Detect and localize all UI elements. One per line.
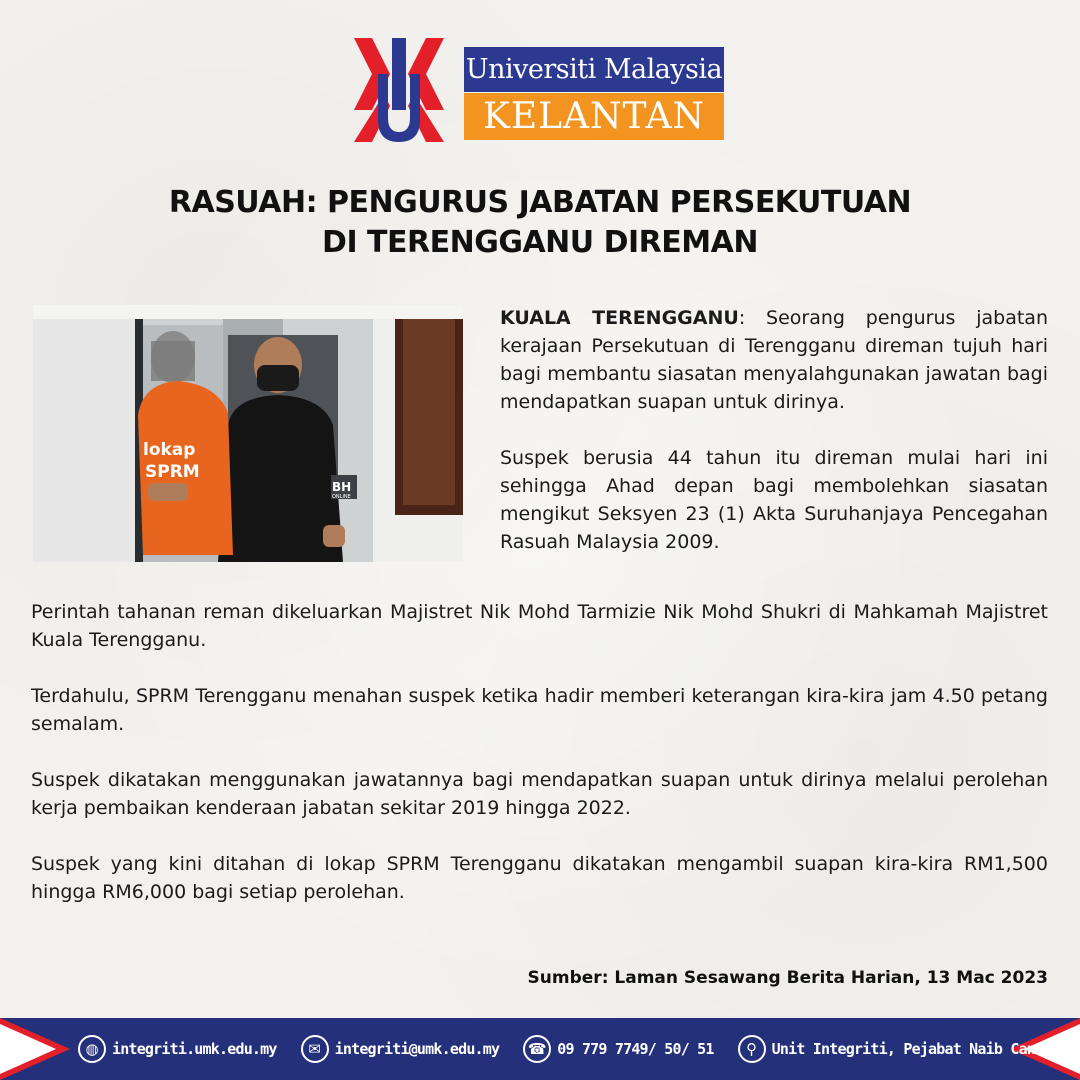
footer-item-email[interactable] xyxy=(301,1035,500,1063)
page-title xyxy=(0,183,1080,263)
footer-website-label: integriti.umk.edu.my xyxy=(112,1040,277,1058)
lead-text: : Seorang pengurus jabatan kerajaan Persekutuan di Terengganu direman tujuh hari bagi membantu siasatan menyalahgunakan jawatan bagi mendapatkan suapan untuk dirinya. xyxy=(500,307,1048,413)
dateline: KUALA TERENGGANU xyxy=(500,307,739,329)
article-paragraph-3: Perintah tahanan reman dikeluarkan Majistret Nik Mohd Tarmizie Nik Mohd Shukri di Mahkamah Majistret Kuala Terengganu. xyxy=(31,601,1048,651)
article-paragraph-1 xyxy=(500,304,1048,416)
photo-watermark: BH xyxy=(332,480,352,494)
logo-text-universiti: Universiti Malaysia xyxy=(464,47,724,92)
logo-text-kelantan: KELANTAN xyxy=(464,93,724,140)
article-paragraph-4: Terdahulu, SPRM Terengganu menahan suspek ketika hadir memberi keterangan kira-kira jam 4.50 petang semalam. xyxy=(31,685,1048,735)
footer-item-location[interactable] xyxy=(738,1035,1077,1063)
footer-email-label: integriti@umk.edu.my xyxy=(334,1040,500,1058)
phone-icon: ☎ xyxy=(523,1035,551,1063)
footer-location-label: Unit Integriti, Pejabat Naib Canselor xyxy=(771,1040,1077,1058)
news-photo-illustration xyxy=(33,305,463,562)
footer-contacts xyxy=(78,1018,1080,1080)
title-line-1: RASUAH: PENGURUS JABATAN PERSEKUTUAN xyxy=(168,185,912,220)
footer-bar xyxy=(0,1018,1080,1080)
footer-item-phone[interactable] xyxy=(523,1035,713,1063)
globe-icon: ◍ xyxy=(78,1035,106,1063)
photo-sign-line1: lokap xyxy=(143,440,196,460)
title-line-2: DI TERENGGANU DIREMAN xyxy=(322,225,758,260)
umk-logo-mark xyxy=(352,34,446,146)
location-icon: ⚲ xyxy=(738,1035,766,1063)
article-paragraph-6: Suspek yang kini ditahan di lokap SPRM Terengganu dikatakan mengambil suapan kira-kira RM1,500 hingga RM6,000 bagi setiap perolehan. xyxy=(31,853,1048,903)
article-paragraph-2: Suspek berusia 44 tahun itu direman mulai hari ini sehingga Ahad depan bagi membolehkan siasatan mengikut Seksyen 23 (1) Akta Suruhanjaya Pencegahan Rasuah Malaysia 2009. xyxy=(500,447,1048,553)
article-paragraph-5: Suspek dikatakan menggunakan jawatannya bagi mendapatkan suapan untuk dirinya melalui perolehan kerja pembaikan kenderaan jabatan sekitar 2019 hingga 2022. xyxy=(31,769,1048,819)
footer-phone-label: 09 779 7749/ 50/ 51 xyxy=(557,1040,714,1058)
umk-logo xyxy=(352,34,724,146)
article-intro xyxy=(500,304,1048,584)
footer-item-website[interactable] xyxy=(78,1035,277,1063)
mail-icon: ✉ xyxy=(301,1035,329,1063)
source-credit: Sumber: Laman Sesawang Berita Harian, 13 Mac 2023 xyxy=(527,968,1048,988)
article-body xyxy=(31,598,1048,934)
news-photo xyxy=(33,305,463,562)
photo-sign-line2: SPRM xyxy=(145,462,200,482)
photo-watermark-sub: ONLINE xyxy=(332,494,351,500)
